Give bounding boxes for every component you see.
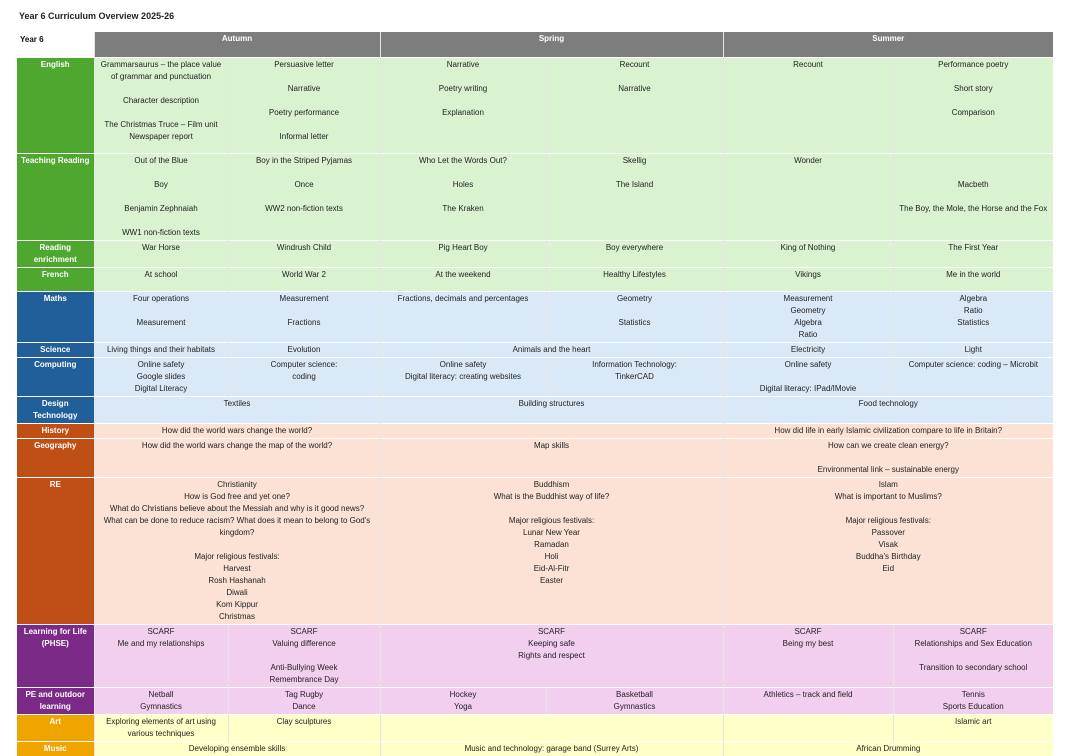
cell-reading-summer-2: Macbeth The Boy, the Mole, the Horse and the Fox — [893, 154, 1053, 241]
subject-re: RE — [17, 478, 94, 625]
cell-maths-autumn-1: Four operations Measurement — [94, 292, 228, 343]
subject-history: History — [17, 424, 94, 439]
subject-music: Music — [17, 742, 94, 756]
cell-pe-autumn-2: Tag Rugby Dance — [228, 688, 380, 715]
cell-maths-summer-2: Algebra Ratio Statistics — [893, 292, 1053, 343]
row-teaching-reading — [17, 154, 1053, 241]
row-geography — [17, 439, 1053, 478]
cell-music-autumn: Developing ensemble skills — [94, 742, 380, 756]
cell-geography-spring: Map skills — [380, 439, 723, 478]
cell-enrichment-summer-1: King of Nothing — [723, 241, 893, 268]
cell-history-summer: How did life in early Islamic civilization compare to life in Britain? — [723, 424, 1053, 439]
row-history — [17, 424, 1053, 439]
year-label: Year 6 — [17, 32, 94, 58]
cell-enrichment-summer-2: The First Year — [893, 241, 1053, 268]
row-pshe — [17, 625, 1053, 688]
cell-reading-autumn-1: Out of the Blue Boy Benjamin Zephnaiah WW1 non-fiction texts — [94, 154, 228, 241]
cell-enrichment-autumn-2: Windrush Child — [228, 241, 380, 268]
subject-french: French — [17, 268, 94, 292]
row-music — [17, 742, 1053, 756]
cell-french-summer-2: Me in the world — [893, 268, 1053, 292]
row-computing — [17, 358, 1053, 397]
cell-english-summer-1: Recount — [723, 58, 893, 154]
cell-english-spring-1: Narrative Poetry writing Explanation — [380, 58, 546, 154]
cell-french-spring-1: At the weekend — [380, 268, 546, 292]
row-english — [17, 58, 1053, 154]
term-summer-header: Summer — [723, 32, 1053, 58]
cell-english-summer-2: Performance poetry Short story Comparison — [893, 58, 1053, 154]
cell-computing-autumn-2: Computer science: coding — [228, 358, 380, 397]
cell-art-autumn-1: Exploring elements of art using various techniques — [94, 715, 228, 742]
cell-pe-spring-1: Hockey Yoga — [380, 688, 546, 715]
cell-computing-autumn-1: Online safety Google slides Digital Literacy — [94, 358, 228, 397]
curriculum-table — [17, 31, 1053, 756]
cell-history-autumn: How did the world wars change the world? — [94, 424, 380, 439]
row-reading-enrichment — [17, 241, 1053, 268]
cell-history-spring — [380, 424, 723, 439]
cell-french-spring-2: Healthy Lifestyles — [546, 268, 723, 292]
subject-science: Science — [17, 343, 94, 358]
cell-maths-summer-1: Measurement Geometry Algebra Ratio — [723, 292, 893, 343]
cell-enrichment-spring-1: Pig Heart Boy — [380, 241, 546, 268]
cell-french-summer-1: Vikings — [723, 268, 893, 292]
term-spring-header: Spring — [380, 32, 723, 58]
row-maths — [17, 292, 1053, 343]
cell-reading-autumn-2: Boy in the Striped Pyjamas Once WW2 non-fiction texts — [228, 154, 380, 241]
row-design-technology — [17, 397, 1053, 424]
cell-reading-spring-2: Skellig The Island — [546, 154, 723, 241]
cell-science-summer-1: Electricity — [723, 343, 893, 358]
cell-science-autumn-1: Living things and their habitats — [94, 343, 228, 358]
cell-french-autumn-2: World War 2 — [228, 268, 380, 292]
cell-science-spring: Animals and the heart — [380, 343, 723, 358]
cell-computing-spring-2: Information Technology: TinkerCAD — [546, 358, 723, 397]
cell-computing-summer-2: Computer science: coding – Microbit — [893, 358, 1053, 397]
cell-pe-spring-2: Basketball Gymnastics — [546, 688, 723, 715]
subject-teaching-reading: Teaching Reading — [17, 154, 94, 241]
cell-maths-autumn-2: Measurement Fractions — [228, 292, 380, 343]
cell-dt-spring: Building structures — [380, 397, 723, 424]
cell-science-autumn-2: Evolution — [228, 343, 380, 358]
cell-pshe-summer-1: SCARF Being my best — [723, 625, 893, 688]
cell-english-autumn-1: Grammarsaurus – the place value of grammar and punctuation Character description The Christmas Truce – Film unit Newspaper report — [94, 58, 228, 154]
cell-dt-summer: Food technology — [723, 397, 1053, 424]
cell-pshe-summer-2: SCARF Relationships and Sex Education Transition to secondary school — [893, 625, 1053, 688]
cell-science-summer-2: Light — [893, 343, 1053, 358]
cell-computing-spring-1: Online safety Digital literacy: creating websites — [380, 358, 546, 397]
cell-pe-summer-1: Athletics – track and field — [723, 688, 893, 715]
cell-maths-spring-2: Geometry Statistics — [546, 292, 723, 343]
subject-english: English — [17, 58, 94, 154]
cell-reading-summer-1: Wonder — [723, 154, 893, 241]
cell-music-spring: Music and technology: garage band (Surrey Arts) — [380, 742, 723, 756]
cell-geography-autumn: How did the world wars change the map of the world? — [94, 439, 380, 478]
subject-reading-enrichment: Reading enrichment — [17, 241, 94, 268]
subject-maths: Maths — [17, 292, 94, 343]
cell-re-summer: Islam What is important to Muslims? Major religious festivals: Passover Visak Buddha's Birthday Eid — [723, 478, 1053, 625]
header-row — [17, 32, 1053, 58]
row-pe — [17, 688, 1053, 715]
cell-music-summer: African Drumming — [723, 742, 1053, 756]
cell-art-autumn-2: Clay sculptures — [228, 715, 380, 742]
cell-pe-summer-2: Tennis Sports Education — [893, 688, 1053, 715]
cell-re-autumn: Christianity How is God free and yet one? What do Christians believe about the Messiah and why is it good news? What can be done to reduce racism? What does it mean to belong to God's kingdom? Major religious festivals: Harvest Rosh Hashanah Diwali Kom Kippur Christmas — [94, 478, 380, 625]
cell-pe-autumn-1: Netball Gymnastics — [94, 688, 228, 715]
cell-pshe-autumn-1: SCARF Me and my relationships — [94, 625, 228, 688]
cell-geography-summer: How can we create clean energy? Environmental link – sustainable energy — [723, 439, 1053, 478]
term-autumn-header: Autumn — [94, 32, 380, 58]
row-french — [17, 268, 1053, 292]
cell-english-spring-2: Recount Narrative — [546, 58, 723, 154]
cell-pshe-spring: SCARF Keeping safe Rights and respect — [380, 625, 723, 688]
cell-art-summer-1 — [723, 715, 893, 742]
row-art — [17, 715, 1053, 742]
cell-maths-spring-1: Fractions, decimals and percentages — [380, 292, 546, 343]
cell-french-autumn-1: At school — [94, 268, 228, 292]
subject-pshe: Learning for Life (PHSE) — [17, 625, 94, 688]
cell-re-spring: Buddhism What is the Buddhist way of life? Major religious festivals: Lunar New Year Ramadan Holi Eid-Al-Fitr Easter — [380, 478, 723, 625]
cell-computing-summer-1: Online safety Digital literacy: IPad/IMovie — [723, 358, 893, 397]
document-title: Year 6 Curriculum Overview 2025-26 — [19, 11, 174, 21]
row-science — [17, 343, 1053, 358]
cell-english-autumn-2: Persuasive letter Narrative Poetry performance Informal letter — [228, 58, 380, 154]
cell-enrichment-spring-2: Boy everywhere — [546, 241, 723, 268]
subject-design-technology: Design Technology — [17, 397, 94, 424]
cell-art-spring — [380, 715, 723, 742]
row-re — [17, 478, 1053, 625]
cell-reading-spring-1: Who Let the Words Out? Holes The Kraken — [380, 154, 546, 241]
subject-art: Art — [17, 715, 94, 742]
cell-art-summer-2: Islamic art — [893, 715, 1053, 742]
subject-pe: PE and outdoor learning — [17, 688, 94, 715]
subject-geography: Geography — [17, 439, 94, 478]
cell-pshe-autumn-2: SCARF Valuing difference Anti-Bullying Week Remembrance Day — [228, 625, 380, 688]
subject-computing: Computing — [17, 358, 94, 397]
cell-dt-autumn: Textiles — [94, 397, 380, 424]
cell-enrichment-autumn-1: War Horse — [94, 241, 228, 268]
